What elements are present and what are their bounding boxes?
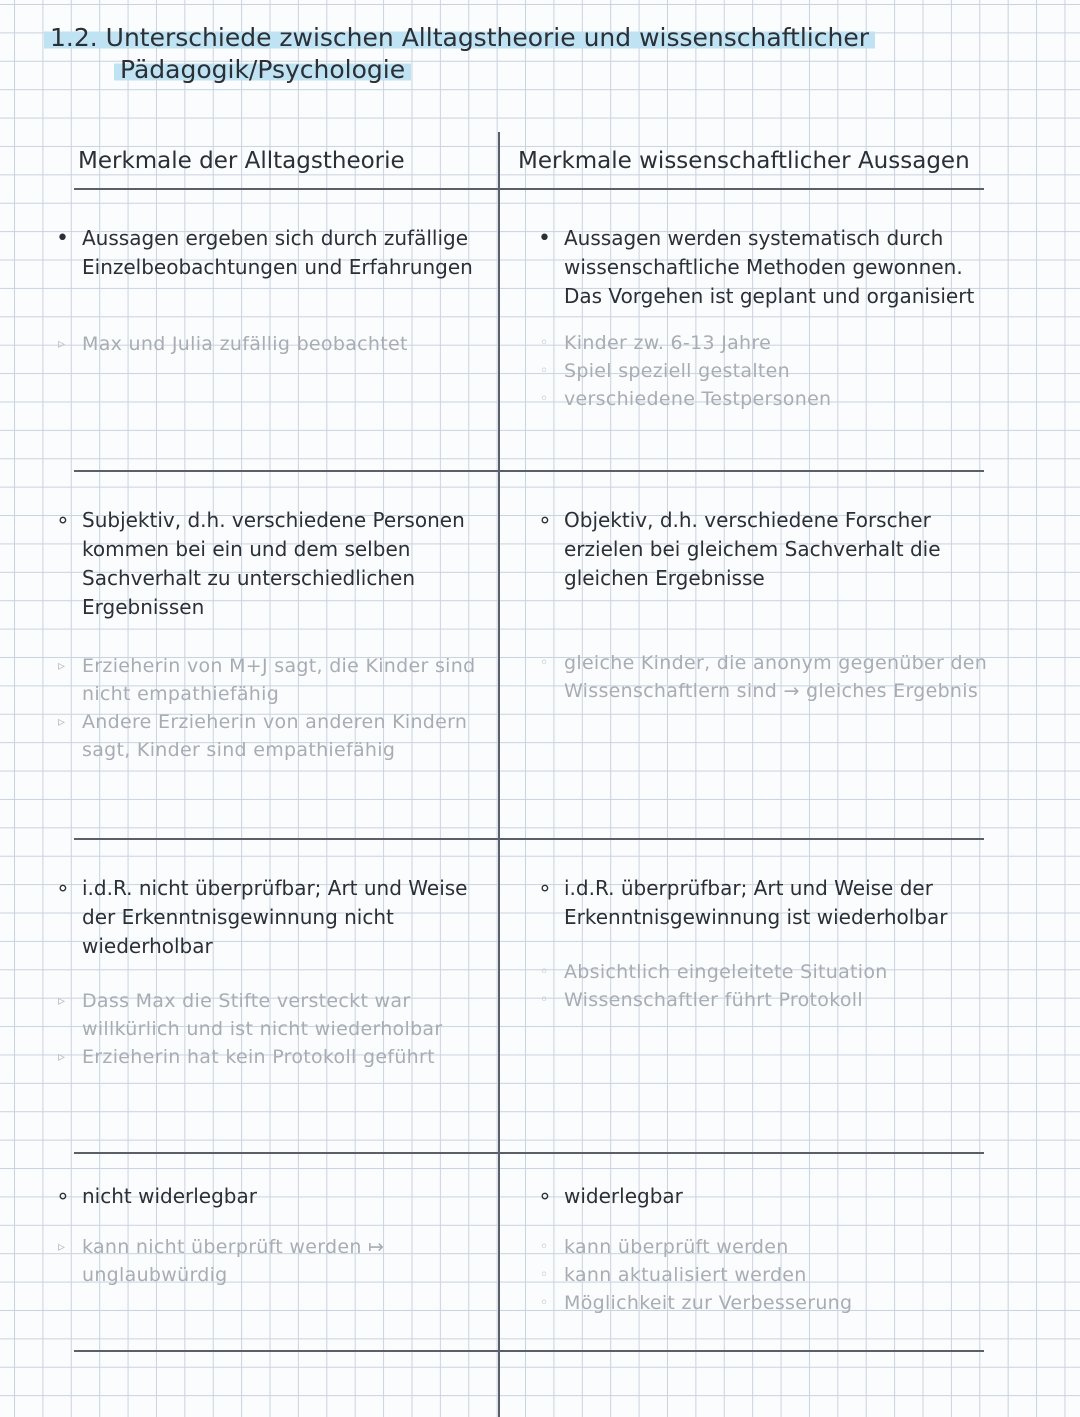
row-3-left-statement: ∘ i.d.R. nicht überprüfbar; Art und Weise der Erkenntnisgewinnung nicht wiederholbar <box>56 876 468 958</box>
example-item: ◦ Wissenschaftler führt Protokoll <box>538 986 988 1014</box>
bullet-icon: ∘ <box>538 876 552 901</box>
row-2-right-statement: ∘ Objektiv, d.h. verschiedene Forscher erzielen bei gleichem Sachverhalt die gleichen Ergebnisse <box>538 508 941 590</box>
header-rule <box>74 188 984 190</box>
bullet-icon: ◦ <box>540 363 549 379</box>
row-3-left-examples <box>56 987 488 1071</box>
right-column-header: Merkmale wissenschaftlicher Aussagen <box>518 148 970 174</box>
row-4-left-statement: ∘ nicht widerlegbar <box>56 1184 257 1209</box>
bullet-icon: ∘ <box>56 876 70 901</box>
bullet-icon: ∘ <box>56 508 70 533</box>
row-2-left-examples <box>56 652 488 764</box>
bullet-icon: ◦ <box>540 1295 549 1311</box>
row-1-left-cell <box>56 224 488 358</box>
row-3-right-examples <box>538 958 988 1014</box>
bullet-icon: • <box>538 226 551 251</box>
example-item: ◦ gleiche Kinder, die anonym gegenüber den Wissenschaftlern sind → gleiches Ergebnis <box>538 649 988 705</box>
bullet-icon: ◦ <box>540 655 549 671</box>
example-item: ◦ Absichtlich eingeleitete Situation <box>538 958 988 986</box>
bullet-icon: ▹ <box>58 658 66 674</box>
left-column-header: Merkmale der Alltagstheorie <box>78 148 405 174</box>
bullet-icon: ▹ <box>58 1239 66 1255</box>
bullet-icon: • <box>56 226 69 251</box>
example-item: ▹ Erzieherin hat kein Protokoll geführt <box>56 1043 488 1071</box>
example-item: ▹ Dass Max die Stifte versteckt war willkürlich und ist nicht wiederholbar <box>56 987 488 1043</box>
row-divider-2 <box>74 838 984 840</box>
bullet-icon: ▹ <box>58 714 66 730</box>
bullet-icon: ◦ <box>540 391 549 407</box>
row-1-right-statement: • Aussagen werden systematisch durch wissenschaftliche Methoden gewonnen. Das Vorgehen ist geplant und organisiert <box>538 226 975 308</box>
row-1-right-examples <box>538 329 988 413</box>
title-line-1: 1.2. Unterschiede zwischen Alltagstheorie und wissenschaftlicher <box>44 22 1044 54</box>
title-line-2: Pädagogik/Psychologie <box>114 54 1044 86</box>
bullet-icon: ∘ <box>538 508 552 533</box>
row-2-left-statement: ∘ Subjektiv, d.h. verschiedene Personen kommen bei ein und dem selben Sachverhalt zu unterschiedlichen Ergebnissen <box>56 508 465 619</box>
row-1-left-statement: • Aussagen ergeben sich durch zufällige Einzelbeobachtungen und Erfahrungen <box>56 226 473 279</box>
bullet-icon: ∘ <box>538 1184 552 1209</box>
bullet-icon: ◦ <box>540 1267 549 1283</box>
example-item: ◦ kann überprüft werden <box>538 1233 988 1261</box>
example-item: ▹ Andere Erzieherin von anderen Kindern sagt, Kinder sind empathiefähig <box>56 708 488 764</box>
bullet-icon: ◦ <box>540 335 549 351</box>
bullet-icon: ▹ <box>58 993 66 1009</box>
example-item: ▹ Erzieherin von M+J sagt, die Kinder sind nicht empathiefähig <box>56 652 488 708</box>
row-1-left-examples <box>56 330 488 358</box>
row-4-left-examples <box>56 1233 488 1289</box>
bullet-icon: ◦ <box>540 1239 549 1255</box>
row-4-left-cell <box>56 1182 488 1289</box>
row-divider-4 <box>74 1350 984 1352</box>
row-3-right-statement: ∘ i.d.R. überprüfbar; Art und Weise der Erkenntnisgewinnung ist wiederholbar <box>538 876 948 929</box>
row-2-right-examples <box>538 649 988 705</box>
bullet-icon: ∘ <box>56 1184 70 1209</box>
row-4-right-cell <box>538 1182 988 1317</box>
example-item: ▹ kann nicht überprüft werden ↦ unglaubwürdig <box>56 1233 488 1289</box>
example-item: ▹ Max und Julia zufällig beobachtet <box>56 330 488 358</box>
row-4-right-statement: ∘ widerlegbar <box>538 1184 683 1209</box>
example-item: ◦ Möglichkeit zur Verbesserung <box>538 1289 988 1317</box>
row-1-right-cell <box>538 224 988 413</box>
row-3-right-cell <box>538 874 988 1014</box>
example-item: ◦ Spiel speziell gestalten <box>538 357 988 385</box>
page-title <box>44 22 1044 86</box>
row-divider-1 <box>74 470 984 472</box>
row-3-left-cell <box>56 874 488 1071</box>
row-divider-3 <box>74 1152 984 1154</box>
bullet-icon: ▹ <box>58 336 66 352</box>
row-4-right-examples <box>538 1233 988 1317</box>
bullet-icon: ◦ <box>540 992 549 1008</box>
example-item: ◦ verschiedene Testpersonen <box>538 385 988 413</box>
example-item: ◦ Kinder zw. 6-13 Jahre <box>538 329 988 357</box>
example-item: ◦ kann aktualisiert werden <box>538 1261 988 1289</box>
bullet-icon: ◦ <box>540 964 549 980</box>
bullet-icon: ▹ <box>58 1049 66 1065</box>
row-2-right-cell <box>538 506 988 705</box>
row-2-left-cell <box>56 506 488 764</box>
column-divider <box>498 132 500 1417</box>
